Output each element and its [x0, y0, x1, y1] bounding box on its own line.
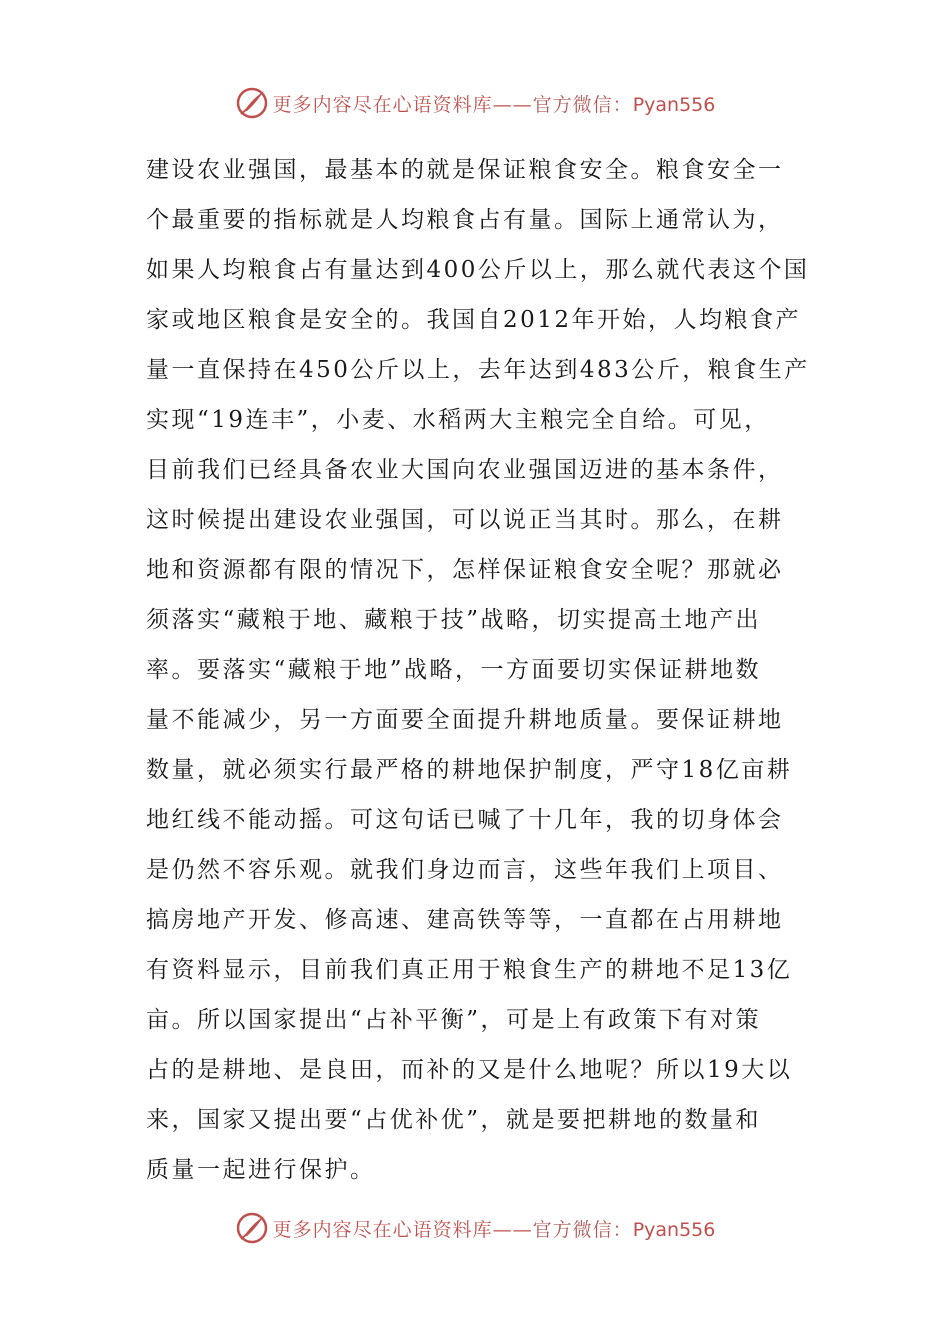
text-line: 数量，就必须实行最严格的耕地保护制度，严守18亿亩耕: [146, 757, 793, 783]
quill-pen-logo-icon: [235, 86, 269, 120]
text-line: 地和资源都有限的情况下，怎样保证粮食安全呢？那就必: [146, 557, 784, 583]
banner-wechat-label: 官方微信：: [532, 1218, 633, 1241]
text-line: 实现“19连丰”，小麦、水稻两大主粮完全自给。可见，: [146, 407, 770, 433]
text-line: 这时候提出建设农业强国，可以说正当其时。那么，在耕: [146, 507, 784, 533]
banner-site-text: 更多内容尽在心语资料库: [272, 93, 493, 116]
text-line: 亩。所以国家提出“占补平衡”，可是上有政策下有对策: [146, 1007, 762, 1033]
text-line: 地红线不能动摇。可这句话已喊了十几年，我的切身体会: [146, 807, 784, 833]
text-line: 量一直保持在450公斤以上，去年达到483公斤，粮食生产: [146, 357, 810, 383]
text-line: 有资料显示，目前我们真正用于粮食生产的耕地不足13亿: [146, 957, 793, 983]
footer-banner: [0, 1208, 950, 1248]
banner-site-text: 更多内容尽在心语资料库: [272, 1218, 493, 1241]
text-line: 质量一起进行保护。: [146, 1157, 376, 1183]
text-line: 如果人均粮食占有量达到400公斤以上，那么就代表这个国: [146, 257, 810, 283]
text-line: 率。要落实“藏粮于地”战略，一方面要切实保证耕地数: [146, 657, 762, 683]
text-line: 个最重要的指标就是人均粮食占有量。国际上通常认为，: [146, 207, 784, 233]
header-banner-text: [273, 90, 716, 117]
footer-banner-text: [273, 1215, 716, 1242]
quill-pen-logo-icon: [235, 1211, 269, 1245]
text-line: 占的是耕地、是良田，而补的又是什么地呢？所以19大以: [146, 1057, 793, 1083]
text-line: 须落实“藏粮于地、藏粮于技”战略，切实提高土地产出: [146, 607, 762, 633]
text-line: 建设农业强国，最基本的就是保证粮食安全。粮食安全一: [146, 157, 784, 183]
text-line: 量不能减少，另一方面要全面提升耕地质量。要保证耕地: [146, 707, 784, 733]
text-line: 是仍然不容乐观。就我们身边而言，这些年我们上项目、: [146, 857, 784, 883]
text-line: 搞房地产开发、修高速、建高铁等等，一直都在占用耕地: [146, 907, 784, 933]
banner-dash: ——: [492, 93, 533, 116]
text-line: 来，国家又提出要“占优补优”，就是要把耕地的数量和: [146, 1107, 762, 1133]
text-line: 目前我们已经具备农业大国向农业强国迈进的基本条件，: [146, 457, 784, 483]
banner-wechat-id: Pyan556: [632, 93, 716, 116]
header-banner: [0, 83, 950, 123]
document-body: [146, 145, 811, 1195]
text-line: 家或地区粮食是安全的。我国自2012年开始，人均粮食产: [146, 307, 802, 333]
banner-dash: ——: [492, 1218, 533, 1241]
banner-wechat-id: Pyan556: [632, 1218, 716, 1241]
banner-wechat-label: 官方微信：: [532, 93, 633, 116]
